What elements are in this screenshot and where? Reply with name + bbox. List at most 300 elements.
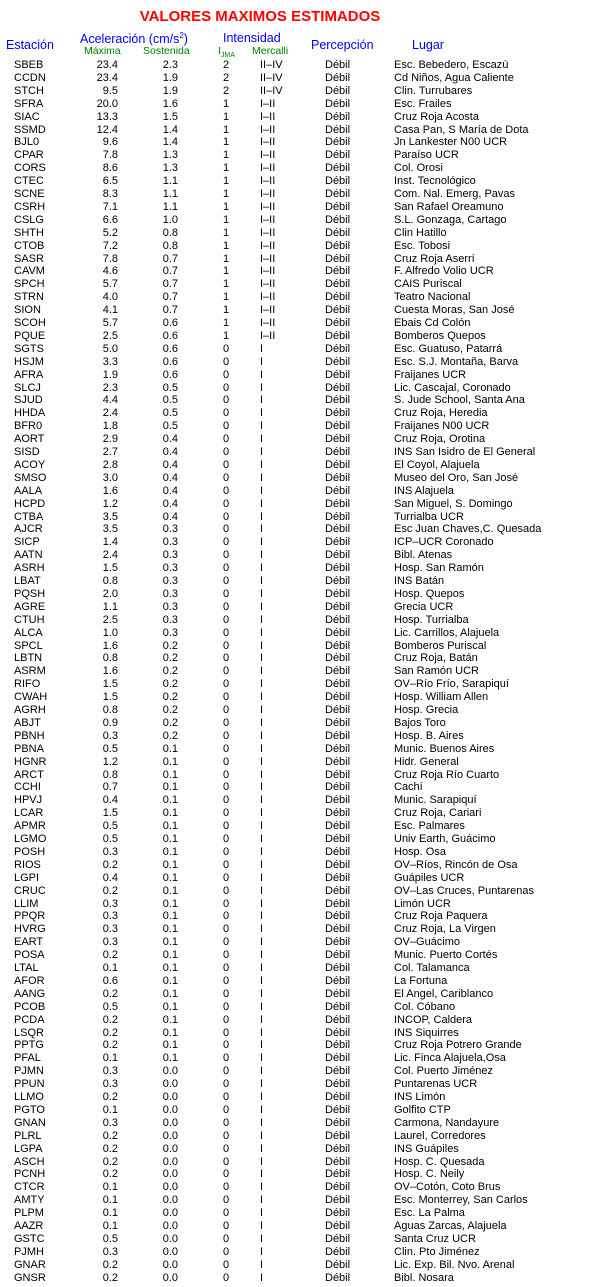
perception: Débil: [325, 704, 351, 716]
accel-sustained: 0.6: [162, 368, 178, 381]
perception: Débil: [325, 1078, 351, 1091]
intensity-mercalli: I: [260, 665, 264, 678]
intensity-mercalli: I: [260, 342, 264, 355]
location: El Angel, Cariblanco: [394, 987, 494, 1000]
header-mercalli: Mercalli: [252, 45, 289, 57]
intensity-mercalli: I: [260, 729, 264, 742]
station-code: PPTG: [14, 1039, 44, 1052]
table-row: [0, 1130, 590, 1143]
station-code: LCAR: [14, 807, 44, 820]
intensity-jma: 0: [222, 755, 230, 768]
accel-max: 0.1: [102, 1194, 118, 1207]
perception: Débil: [325, 768, 351, 781]
accel-max: 9.5: [102, 84, 118, 97]
accel-sustained: 0.6: [162, 342, 178, 355]
header-lugar: Lugar: [412, 38, 444, 52]
station-code: AGRH: [14, 704, 46, 716]
perception: Débil: [325, 587, 351, 600]
accel-max: 2.8: [102, 458, 118, 471]
station-code: PBNA: [14, 742, 44, 755]
station-code: SCNE: [14, 188, 45, 200]
intensity-jma: 0: [222, 1245, 230, 1258]
accel-max: 4.4: [102, 394, 118, 407]
perception: Débil: [325, 845, 351, 858]
accel-max: 6.5: [102, 175, 118, 188]
intensity-jma: 0: [222, 678, 230, 691]
intensity-jma: 0: [222, 549, 230, 562]
perception: Débil: [325, 136, 351, 149]
location: Col. Puerto Jiménez: [394, 1065, 494, 1078]
accel-max: 7.8: [102, 252, 118, 265]
accel-sustained: 0.1: [162, 949, 178, 962]
perception: Débil: [325, 213, 351, 226]
station-code: CCDN: [14, 71, 46, 84]
location: Cuesta Moras, San José: [394, 304, 515, 317]
accel-sustained: 0.8: [162, 226, 178, 239]
intensity-mercalli: I: [260, 704, 264, 716]
accel-max: 4.0: [102, 291, 118, 304]
accel-max: 0.1: [102, 1052, 118, 1065]
station-code: AFRA: [14, 368, 44, 381]
table-row: [0, 859, 590, 872]
intensity-mercalli: I–II: [260, 200, 276, 213]
location: Lic. Finca Alajuela,Osa: [394, 1052, 506, 1065]
table-row: [0, 356, 590, 369]
perception: Débil: [325, 820, 351, 833]
intensity-jma: 0: [222, 587, 230, 600]
location: Grecia UCR: [394, 600, 454, 613]
accel-sustained: 0.1: [162, 1000, 178, 1013]
location: Cruz Roja Paquera: [394, 910, 488, 923]
location: Jn Lankester N00 UCR: [394, 136, 508, 149]
header-maxima: Máxima: [84, 45, 121, 57]
perception: Débil: [325, 897, 351, 910]
intensity-jma: 1: [222, 252, 230, 265]
intensity-jma: 0: [222, 729, 230, 742]
location: OV–Cotón, Coto Brus: [394, 1181, 501, 1194]
perception: Débil: [325, 600, 351, 613]
station-code: CSRH: [14, 200, 46, 213]
perception: Débil: [325, 716, 351, 729]
intensity-mercalli: I: [260, 368, 264, 381]
table-row: [0, 291, 590, 304]
intensity-mercalli: I–II: [260, 265, 276, 278]
intensity-mercalli: I: [260, 742, 264, 755]
accel-max: 3.3: [102, 355, 118, 368]
station-code: AANG: [14, 987, 46, 1000]
intensity-jma: 0: [222, 1142, 230, 1155]
location: Esc. La Palma: [394, 1207, 465, 1220]
location: OV–Río Frío, Sarapiquí: [394, 678, 509, 691]
table-row: [0, 59, 590, 72]
perception: Débil: [325, 871, 351, 884]
intensity-mercalli: I: [260, 871, 264, 884]
station-code: SGTS: [14, 342, 44, 355]
intensity-mercalli: I: [260, 1142, 264, 1155]
intensity-jma: 0: [222, 936, 230, 949]
accel-max: 0.2: [102, 1129, 118, 1142]
accel-sustained: 0.1: [162, 781, 178, 794]
table-row: [0, 807, 590, 820]
accel-max: 0.2: [102, 1271, 118, 1284]
accel-sustained: 0.1: [162, 987, 178, 1000]
location: San Rafael Oreamuno: [394, 200, 504, 213]
accel-sustained: 0.7: [162, 252, 178, 265]
intensity-mercalli: I–II: [260, 213, 276, 226]
station-code: SSMD: [14, 123, 46, 136]
accel-max: 1.8: [102, 420, 118, 433]
accel-sustained: 0.2: [162, 678, 178, 691]
intensity-jma: 0: [222, 794, 230, 807]
accel-sustained: 0.3: [162, 587, 178, 600]
intensity-jma: 0: [222, 510, 230, 523]
perception: Débil: [325, 175, 351, 188]
table-row: [0, 1104, 590, 1117]
accel-max: 0.6: [102, 974, 118, 987]
intensity-mercalli: I–II: [260, 97, 276, 110]
perception: Débil: [325, 97, 351, 110]
perception: Débil: [325, 368, 351, 381]
perception: Débil: [325, 910, 351, 923]
accel-sustained: 0.3: [162, 549, 178, 562]
location: Hosp. San Ramón: [394, 562, 484, 575]
accel-sustained: 1.3: [162, 149, 178, 162]
intensity-jma: 0: [222, 665, 230, 678]
station-code: STRN: [14, 291, 44, 304]
intensity-mercalli: I: [260, 1116, 264, 1129]
station-code: SMSO: [14, 471, 47, 484]
location: Cruz Roja, Orotina: [394, 433, 486, 446]
intensity-jma: 0: [222, 807, 230, 820]
intensity-mercalli: I: [260, 1194, 264, 1207]
table-row: [0, 188, 590, 201]
station-code: PPQR: [14, 910, 46, 923]
perception: Débil: [325, 446, 351, 458]
intensity-jma: 0: [222, 1155, 230, 1168]
accel-sustained: 0.5: [162, 407, 178, 420]
location: Limón UCR: [394, 897, 451, 910]
intensity-jma: 0: [222, 484, 230, 497]
intensity-mercalli: I: [260, 910, 264, 923]
table-row: [0, 459, 590, 472]
location: Lic. Cascajal, Coronado: [394, 381, 511, 394]
station-code: SJUD: [14, 394, 43, 407]
perception: Débil: [325, 291, 351, 304]
station-code: ASRH: [14, 562, 45, 575]
intensity-mercalli: I: [260, 355, 264, 368]
perception: Débil: [325, 226, 351, 239]
header-sostenida: Sostenida: [143, 45, 190, 57]
station-code: AGRE: [14, 600, 46, 613]
accel-max: 13.3: [96, 110, 118, 123]
location: Bibl. Nosara: [394, 1271, 454, 1284]
intensity-jma: 0: [222, 871, 230, 884]
intensity-jma: 1: [222, 162, 230, 175]
intensity-jma: 0: [222, 1232, 230, 1245]
intensity-mercalli: I: [260, 691, 264, 704]
intensity-mercalli: I: [260, 768, 264, 781]
location: Hosp. Osa: [394, 845, 446, 858]
accel-sustained: 1.6: [162, 97, 178, 110]
location: INS San Isidro de El General: [394, 446, 536, 458]
intensity-jma: 0: [222, 342, 230, 355]
accel-sustained: 0.1: [162, 923, 178, 936]
perception: Débil: [325, 923, 351, 936]
perception: Débil: [325, 252, 351, 265]
accel-sustained: 0.6: [162, 355, 178, 368]
intensity-mercalli: I–II: [260, 252, 276, 265]
station-code: AFOR: [14, 974, 45, 987]
location: Hosp. C. Quesada: [394, 1155, 485, 1168]
station-code: PQUE: [14, 329, 46, 342]
accel-sustained: 0.4: [162, 484, 178, 497]
location: Cruz Roja, La Virgen: [394, 923, 496, 936]
location: Ebais Cd Colón: [394, 317, 471, 329]
table-row: [0, 85, 590, 98]
location: Museo del Oro, San José: [394, 471, 519, 484]
intensity-jma: 0: [222, 536, 230, 549]
intensity-mercalli: I–II: [260, 162, 276, 175]
perception: Débil: [325, 1155, 351, 1168]
table-row: [0, 588, 590, 601]
accel-sustained: 0.0: [162, 1091, 178, 1103]
station-code: GNSR: [14, 1271, 46, 1284]
accel-sustained: 1.1: [162, 200, 178, 213]
accel-sustained: 0.6: [162, 317, 178, 329]
intensity-jma: 0: [222, 1129, 230, 1142]
perception: Débil: [325, 149, 351, 162]
intensity-mercalli: I: [260, 1039, 264, 1052]
perception: Débil: [325, 110, 351, 123]
accel-max: 0.3: [102, 1078, 118, 1091]
accel-sustained: 0.0: [162, 1065, 178, 1078]
accel-sustained: 0.4: [162, 446, 178, 458]
table-row: [0, 523, 590, 536]
station-code: BJL0: [14, 136, 40, 149]
intensity-jma: 0: [222, 652, 230, 665]
station-code: AAZR: [14, 1220, 44, 1232]
intensity-jma: 0: [222, 523, 230, 536]
location: INS Alajuela: [394, 484, 454, 497]
station-code: CCHI: [14, 781, 41, 794]
perception: Débil: [325, 381, 351, 394]
intensity-mercalli: I: [260, 936, 264, 949]
table-row: [0, 175, 590, 188]
station-code: SICP: [14, 536, 40, 549]
accel-sustained: 0.4: [162, 458, 178, 471]
accel-max: 0.1: [102, 1181, 118, 1194]
station-code: HSJM: [14, 355, 44, 368]
location: Cruz Roja, Heredia: [394, 407, 488, 420]
accel-sustained: 0.1: [162, 768, 178, 781]
accel-max: 7.8: [102, 149, 118, 162]
intensity-jma: 1: [222, 110, 230, 123]
table-row: [0, 885, 590, 898]
intensity-mercalli: I: [260, 1000, 264, 1013]
intensity-mercalli: I: [260, 1052, 264, 1065]
intensity-mercalli: II–IV: [260, 59, 283, 71]
accel-max: 3.5: [102, 510, 118, 523]
location: Esc. Bebedero, Escazú: [394, 59, 509, 71]
intensity-jma: 0: [222, 1052, 230, 1065]
header-ijma-sub: JMA: [220, 52, 235, 60]
station-code: PCNH: [14, 1168, 46, 1181]
station-code: AJCR: [14, 523, 43, 536]
table-row: [0, 511, 590, 524]
station-code: CWAH: [14, 691, 48, 704]
intensity-mercalli: I: [260, 858, 264, 871]
perception: Débil: [325, 1232, 351, 1245]
accel-max: 0.4: [102, 871, 118, 884]
station-code: CSLG: [14, 213, 44, 226]
accel-max: 0.1: [102, 1220, 118, 1232]
perception: Débil: [325, 355, 351, 368]
accel-sustained: 0.3: [162, 613, 178, 626]
intensity-jma: 0: [222, 1220, 230, 1232]
accel-sustained: 0.7: [162, 291, 178, 304]
station-code: SBEB: [14, 59, 44, 71]
accel-sustained: 0.0: [162, 1142, 178, 1155]
location: Col. Orosi: [394, 162, 443, 175]
station-code: PCOB: [14, 1000, 46, 1013]
accel-max: 20.0: [96, 97, 118, 110]
perception: Débil: [325, 1271, 351, 1284]
station-code: LGMO: [14, 833, 47, 845]
intensity-jma: 1: [222, 213, 230, 226]
perception: Débil: [325, 613, 351, 626]
table-row: [0, 962, 590, 975]
intensity-mercalli: I: [260, 600, 264, 613]
table-row: [0, 898, 590, 911]
station-code: AATN: [14, 549, 43, 562]
table-row: [0, 678, 590, 691]
intensity-jma: 0: [222, 987, 230, 1000]
location: Esc. Monterrey, San Carlos: [394, 1194, 528, 1207]
station-code: LBTN: [14, 652, 43, 665]
table-row: [0, 730, 590, 743]
location: Univ Earth, Guácimo: [394, 833, 496, 845]
table-row: [0, 1039, 590, 1052]
perception: Débil: [325, 1052, 351, 1065]
location: Clin. Pto Jiménez: [394, 1245, 480, 1258]
accel-max: 1.5: [102, 678, 118, 691]
location: Col. Cóbano: [394, 1000, 456, 1013]
intensity-jma: 0: [222, 716, 230, 729]
intensity-jma: 0: [222, 600, 230, 613]
accel-max: 7.2: [102, 239, 118, 252]
location: San Miguel, S. Domingo: [394, 497, 513, 510]
perception: Débil: [325, 1039, 351, 1052]
intensity-jma: 0: [222, 768, 230, 781]
accel-sustained: 1.9: [162, 84, 178, 97]
location: Aguas Zarcas, Alajuela: [394, 1220, 507, 1232]
table-row: [0, 1001, 590, 1014]
accel-max: 0.8: [102, 704, 118, 716]
accel-sustained: 0.0: [162, 1168, 178, 1181]
accel-sustained: 0.1: [162, 1039, 178, 1052]
accel-sustained: 0.3: [162, 600, 178, 613]
intensity-mercalli: I: [260, 471, 264, 484]
station-code: RIOS: [14, 858, 41, 871]
location: Hosp. William Allen: [394, 691, 489, 704]
perception: Débil: [325, 781, 351, 794]
intensity-jma: 1: [222, 226, 230, 239]
intensity-jma: 2: [222, 84, 230, 97]
location: Bibl. Atenas: [394, 549, 453, 562]
perception: Débil: [325, 342, 351, 355]
accel-sustained: 0.7: [162, 265, 178, 278]
accel-sustained: 1.0: [162, 213, 178, 226]
accel-sustained: 0.5: [162, 420, 178, 433]
intensity-jma: 0: [222, 858, 230, 871]
intensity-jma: 0: [222, 781, 230, 794]
table-row: [0, 820, 590, 833]
station-code: PGTO: [14, 1103, 45, 1116]
table-row: [0, 472, 590, 485]
location: Hosp. C. Neily: [394, 1168, 465, 1181]
table-row: [0, 627, 590, 640]
intensity-mercalli: I–II: [260, 110, 276, 123]
accel-sustained: 0.2: [162, 729, 178, 742]
table-row: [0, 1168, 590, 1181]
accel-sustained: 0.0: [162, 1103, 178, 1116]
intensity-jma: 1: [222, 175, 230, 188]
perception: Débil: [325, 1194, 351, 1207]
location: Hosp. Grecia: [394, 704, 459, 716]
perception: Débil: [325, 523, 351, 536]
table-row: [0, 923, 590, 936]
header-aceleracion-exp: 2: [179, 31, 184, 40]
perception: Débil: [325, 420, 351, 433]
location: El Coyol, Alajuela: [394, 458, 480, 471]
table-row: [0, 794, 590, 807]
header-intensidad: Intensidad: [223, 31, 281, 45]
accel-sustained: 0.4: [162, 433, 178, 446]
accel-max: 1.5: [102, 691, 118, 704]
location: Cd Niños, Agua Caliente: [394, 71, 514, 84]
location: Munic. Sarapiquí: [394, 794, 477, 807]
perception: Débil: [325, 858, 351, 871]
accel-max: 0.8: [102, 652, 118, 665]
intensity-mercalli: I: [260, 1168, 264, 1181]
intensity-mercalli: I: [260, 781, 264, 794]
station-code: BFR0: [14, 420, 43, 433]
accel-sustained: 0.1: [162, 1052, 178, 1065]
station-code: LGPA: [14, 1142, 43, 1155]
table-row: [0, 601, 590, 614]
location: Hosp. B. Aires: [394, 729, 464, 742]
station-code: SPCL: [14, 639, 43, 652]
table-row: [0, 72, 590, 85]
perception: Débil: [325, 1220, 351, 1232]
station-code: SFRA: [14, 97, 44, 110]
accel-sustained: 0.1: [162, 794, 178, 807]
accel-max: 2.4: [102, 549, 118, 562]
accel-max: 1.6: [102, 484, 118, 497]
station-code: CAVM: [14, 265, 45, 278]
intensity-jma: 0: [222, 355, 230, 368]
accel-max: 3.0: [102, 471, 118, 484]
station-code: SLCJ: [14, 381, 41, 394]
location: Cruz Roja, Batán: [394, 652, 478, 665]
table-row: [0, 1078, 590, 1091]
intensity-jma: 0: [222, 626, 230, 639]
accel-max: 2.7: [102, 446, 118, 458]
table-row: [0, 614, 590, 627]
intensity-mercalli: I: [260, 962, 264, 974]
intensity-mercalli: I: [260, 1078, 264, 1091]
station-code: LGPI: [14, 871, 40, 884]
